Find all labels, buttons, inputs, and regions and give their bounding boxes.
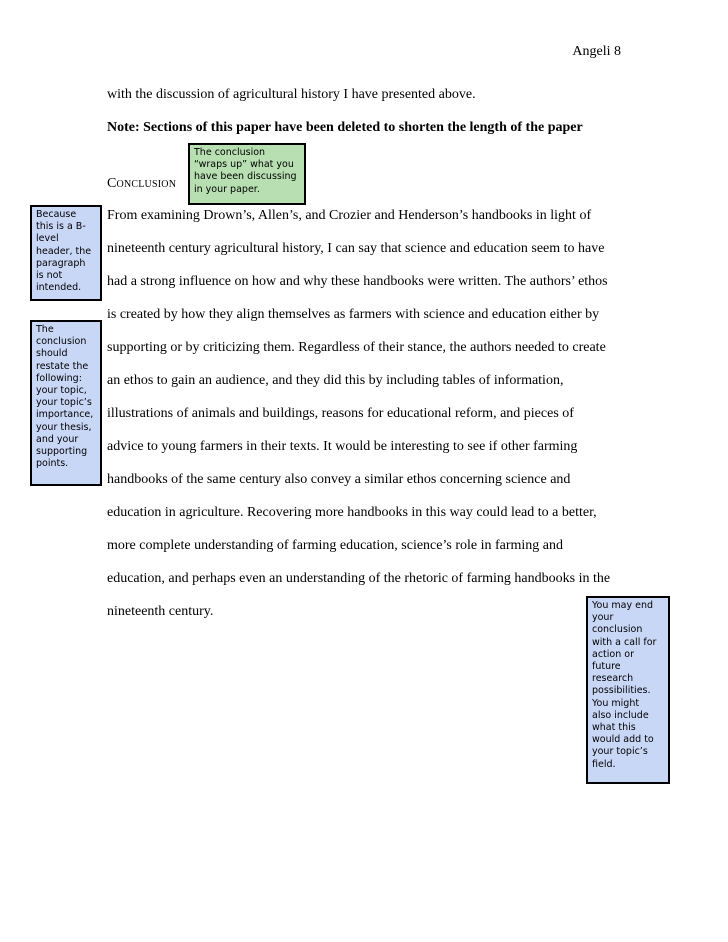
body-line: From examining Drown’s, Allen’s, and Crozier and Henderson’s handbooks in light of bbox=[107, 208, 592, 223]
body-line: is created by how they align themselves as farmers with science and education either by bbox=[107, 307, 600, 322]
body-line: supporting or by criticizing them. Regardless of their stance, the authors needed to create bbox=[107, 340, 606, 355]
body-line: with the discussion of agricultural history I have presented above. bbox=[107, 87, 476, 102]
body-line: more complete understanding of farming education, science’s role in farming and bbox=[107, 538, 564, 553]
body-line: education, and perhaps even an understanding of the rhetoric of farming handbooks in the bbox=[107, 571, 611, 586]
body-line: education in agriculture. Recovering more handbooks in this way could lead to a better, bbox=[107, 505, 597, 520]
annotation-text: Because this is a B- level header, the paragraph is not intended. bbox=[36, 209, 92, 294]
annotation-text: You may end your conclusion with a call for action or future research possibilities. You might also include what this would add to your topic’s field. bbox=[592, 600, 657, 770]
annotation-text: The conclusion “wraps up” what you have been discussing in your paper. bbox=[194, 147, 297, 195]
annotation-conclusion-wraps bbox=[188, 143, 306, 205]
annotation-text: The conclusion should restate the following: your topic, your topic’s importance, your thesis, and your supporting points. bbox=[36, 324, 94, 470]
body-line: nineteenth century agricultural history, I can say that science and education seem to have bbox=[107, 241, 605, 256]
annotation-restate bbox=[30, 320, 102, 486]
annotation-b-level-header bbox=[30, 205, 102, 301]
body-line: nineteenth century. bbox=[107, 604, 214, 619]
body-line: illustrations of animals and buildings, reasons for educational reform, and pieces of bbox=[107, 406, 574, 421]
annotation-call-for-action bbox=[586, 596, 670, 784]
body-line: had a strong influence on how and why these handbooks were written. The authors’ ethos bbox=[107, 274, 608, 289]
body-line: advice to young farmers in their texts. It would be interesting to see if other farming bbox=[107, 439, 578, 454]
body-line: handbooks of the same century also convey a similar ethos concerning science and bbox=[107, 472, 571, 487]
deletion-note: Note: Sections of this paper have been deleted to shorten the length of the paper bbox=[107, 120, 583, 135]
running-head: Angeli 8 bbox=[572, 44, 621, 59]
section-heading: Conclusion bbox=[107, 176, 177, 191]
body-line: an ethos to gain an audience, and they did this by including tables of information, bbox=[107, 373, 564, 388]
